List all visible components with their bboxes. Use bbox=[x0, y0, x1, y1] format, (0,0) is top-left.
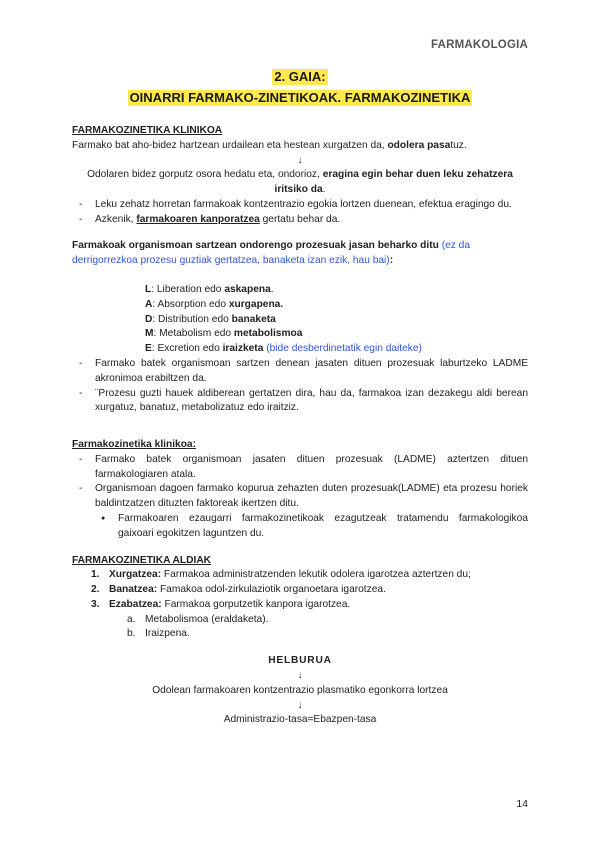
title-line-1: 2. GAIA: bbox=[274, 69, 326, 84]
down-arrow: ↓ bbox=[297, 699, 303, 711]
dash-list bbox=[72, 198, 528, 228]
ladme-item-m: M: Metabolism edo metabolismoa bbox=[145, 328, 303, 340]
running-header: FARMAKOLOGIA bbox=[431, 39, 528, 51]
ladme-item-l: L: Liberation edo askapena. bbox=[145, 284, 274, 296]
page-content bbox=[72, 124, 528, 728]
dash-list bbox=[72, 357, 528, 416]
list-item: a. Metabolismoa (eraldaketa). bbox=[127, 613, 269, 625]
numbered-list bbox=[72, 568, 528, 612]
lettered-list bbox=[72, 613, 528, 643]
list-item: 1. Xurgatzea: Farmakoa administratzenden lekutik odolera igarotzea aztertzen du; bbox=[91, 569, 471, 581]
list-item: - ¨Prozesu guzti hauek aldiberean gertatzen dira, hau da, farmakoa izan dezakegu aldi berean xurgatuz, banatuz, metabolizatuz edo iraitziz. bbox=[72, 387, 528, 417]
list-item: - Azkenik, farmakoaren kanporatzea gertatu behar da. bbox=[72, 213, 528, 228]
list-item: - Organismoan dagoen farmako kopurua zehazten duten prozesuak(LADME) eta prozesu horiek baldintzatzen dituzten faktoreak ikertzen ditu. bbox=[72, 482, 528, 512]
list-item: - Farmako batek organismoan sartzen denean jasaten dituen prozesuak laburtzeko LADME akronimoa erabiltzen da. bbox=[72, 357, 528, 387]
dash-list bbox=[72, 453, 528, 512]
list-item: - Farmako batek organismoan jasaten dituen prozesuak (LADME) aztertzen dituen farmakologiaren atala. bbox=[72, 453, 528, 483]
list-item: 3. Ezabatzea: Farmakoa gorputzetik kanpora igarotzea. bbox=[91, 598, 351, 610]
list-item: 2. Banatzea: Famakoa odol-zirkulaziotik organoetara igarotzea. bbox=[91, 584, 386, 596]
ladme-intro: Farmakoak organismoan sartzean ondorengo prozesuak jasan beharko ditu (ez da derrigorrezkoa prozesu guztiak gertatzea, banaketa izan ezik, hau bai): bbox=[72, 240, 471, 267]
list-item: - Leku zehatz horretan farmakoak kontzentrazio egokia lortzen duenean, efektua eragingo du. bbox=[72, 198, 528, 213]
page-number: 14 bbox=[516, 798, 528, 810]
centered-paragraph: Odolaren bidez gorputz osora hedatu eta, ondorioz, eragina egin behar duen leku zehatzera iritsiko da. bbox=[87, 169, 513, 196]
ladme-list bbox=[72, 283, 528, 357]
down-arrow: ↓ bbox=[297, 154, 303, 166]
helburua-line-1: Odolean farmakoaren kontzentrazio plasmatiko egonkorra lortzea bbox=[152, 684, 448, 696]
intro-paragraph: Farmako bat aho-bidez hartzean urdailean eta hestean xurgatzen da, odolera pasatuz. bbox=[72, 139, 467, 151]
ladme-item-a: A: Absorption edo xurgapena. bbox=[145, 298, 284, 310]
section-heading-klinikoa: FARMAKOZINETIKA KLINIKOA bbox=[72, 125, 223, 136]
section-heading-klinikoa-2: Farmakozinetika klinikoa: bbox=[72, 439, 196, 451]
section-heading-aldiak: FARMAKOZINETIKA ALDIAK bbox=[72, 554, 212, 566]
helburua-line-2: Administrazio-tasa=Ebazpen-tasa bbox=[223, 714, 377, 726]
list-item: ● Farmakoaren ezaugarri farmakozinetikoak ezagutzeak tratamendu farmakologikoa gaixoari egokitzen laguntzen du. bbox=[95, 512, 528, 542]
ladme-item-d: D: Distribution edo banaketa bbox=[145, 313, 276, 325]
chapter-title bbox=[0, 69, 600, 108]
title-line-2: OINARRI FARMAKO-ZINETIKOAK. FARMAKOZINETIKA bbox=[129, 89, 471, 105]
helburua-heading: HELBURUA bbox=[268, 655, 332, 667]
list-item: b. Iraizpena. bbox=[127, 628, 190, 640]
down-arrow: ↓ bbox=[297, 670, 303, 681]
bullet-list bbox=[72, 512, 528, 542]
ladme-item-e: E: Excretion edo iraizketa (bide desberdinetatik egin daiteke) bbox=[145, 343, 422, 355]
